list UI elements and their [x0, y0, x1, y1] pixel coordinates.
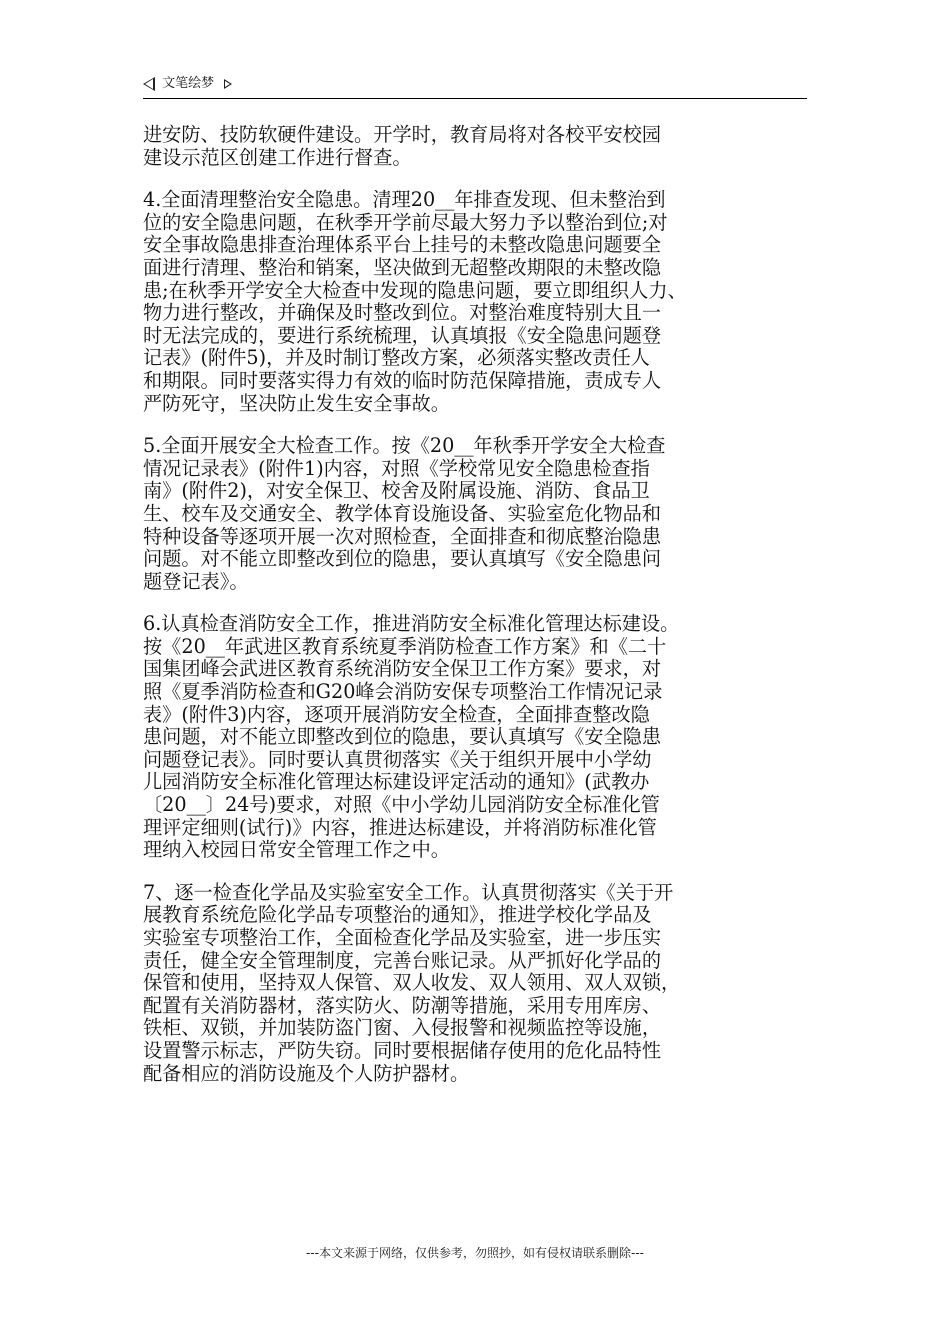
paragraph-line: 理纳入校园日常安全管理工作之中。 [143, 838, 450, 862]
triangle-left-icon [143, 77, 155, 91]
paragraph-line: 按《20__年武进区教育系统夏季消防检查工作方案》和《二十 [143, 634, 667, 658]
paragraph-line: 题登记表》。 [143, 569, 249, 593]
paragraph-line: 位的安全隐患问题，在秋季开学前尽最大努力予以整治到位;对 [143, 210, 668, 234]
document-body [143, 124, 815, 1105]
paragraph-line: 患;在秋季开学安全大检查中发现的隐患问题，要立即组织人力、 [143, 278, 687, 302]
paragraph-line: 照《夏季消防检查和G20峰会消防安保专项整治工作情况记录 [143, 680, 663, 704]
page-header [143, 74, 807, 99]
paragraph-line: 表》(附件3)内容，逐项开展消防安全检查，全面排查整改隐 [143, 702, 650, 726]
paragraph-line: 6.认真检查消防安全工作，推进消防安全标准化管理达标建设。 [143, 612, 680, 636]
paragraph-line: 责任，健全安全管理制度，完善台账记录。从严抓好化学品的 [143, 948, 662, 972]
paragraph-line: 生、校车及交通安全、教学体育设施设备、实验室危化物品和 [143, 501, 662, 525]
paragraph-line: 建设示范区创建工作进行督查。 [143, 145, 412, 169]
paragraph-line: 配置有关消防器材，落实防火、防潮等措施，采用专用库房、 [143, 993, 662, 1017]
paragraph-line: 实验室专项整治工作，全面检查化学品及实验室，进一步压实 [143, 926, 662, 949]
paragraph-line: 铁柜、双锁，并加装防盗门窗、入侵报警和视频监控等设施， [143, 1016, 662, 1040]
header-brand: 文笔绘梦 [162, 76, 215, 91]
paragraph-line: 〔20__〕24号)要求，对照《中小学幼儿园消防安全标准化管 [143, 793, 660, 817]
page-footer: ---本文来源于网络，仅供参考，勿照抄，如有侵权请联系删除--- [306, 1246, 644, 1260]
triangle-right-icon [224, 79, 232, 89]
paragraph-line: 进安防、技防软硬件建设。开学时，教育局将对各校平安校园 [143, 123, 662, 146]
paragraph-line: 问题。对不能立即整改到位的隐患，要认真填写《安全隐患问 [143, 547, 662, 571]
paragraph-line: 面进行清理、整治和销案，坚决做到无超整改期限的未整改隐 [143, 255, 662, 279]
paragraph-line: 情况记录表》(附件1)内容，对照《学校常见安全隐患检查指 [143, 456, 650, 480]
paragraph-line: 4.全面清理整治安全隐患。清理20__年排查发现、但未整治到 [143, 188, 666, 212]
paragraph [143, 882, 815, 1085]
paragraph [143, 189, 815, 415]
paragraph-line: 特种设备等逐项开展一次对照检查，全面排查和彻底整治隐患 [143, 524, 662, 548]
paragraph-line: 保管和使用，坚持双人保管、双人收发、双人领用、双人双锁， [143, 971, 681, 995]
paragraph [143, 613, 815, 862]
paragraph-line: 理评定细则(试行)》内容，推进达标建设，并将消防标准化管 [143, 815, 657, 839]
paragraph-line: 配备相应的消防设施及个人防护器材。 [143, 1061, 470, 1085]
paragraph-line: 严防死守，坚决防止发生安全事故。 [143, 391, 450, 415]
paragraph [143, 124, 815, 169]
paragraph-line: 南》(附件2)，对安全保卫、校舍及附属设施、消防、食品卫 [143, 479, 650, 503]
paragraph-line: 安全事故隐患排查治理体系平台上挂号的未整改隐患问题要全 [143, 233, 662, 257]
paragraph-line: 7、逐一检查化学品及实验室安全工作。认真贯彻落实《关于开 [143, 880, 674, 904]
paragraph-line: 问题登记表》。同时要认真贯彻落实《关于组织开展中小学幼 [143, 747, 652, 771]
paragraph [143, 435, 815, 593]
paragraph-line: 展教育系统危险化学品专项整治的通知》，推进学校化学品及 [143, 903, 652, 927]
paragraph-line: 物力进行整改，并确保及时整改到位。对整治难度特别大且一 [143, 301, 662, 325]
paragraph-line: 患问题，对不能立即整改到位的隐患，要认真填写《安全隐患 [143, 725, 662, 749]
paragraph-line: 国集团峰会武进区教育系统消防安全保卫工作方案》要求，对 [143, 657, 662, 681]
paragraph-line: 和期限。同时要落实得力有效的临时防范保障措施，责成专人 [143, 368, 662, 392]
paragraph-line: 时无法完成的，要进行系统梳理，认真填报《安全隐患问题登 [143, 323, 662, 347]
paragraph-line: 记表》(附件5)，并及时制订整改方案，必须落实整改责任人 [143, 346, 650, 370]
paragraph-line: 儿园消防安全标准化管理达标建设评定活动的通知》(武教办 [143, 770, 650, 794]
paragraph-line: 5.全面开展安全大检查工作。按《20__年秋季开学安全大检查 [143, 434, 666, 458]
paragraph-line: 设置警示标志，严防失窃。同时要根据储存使用的危化品特性 [143, 1038, 662, 1062]
